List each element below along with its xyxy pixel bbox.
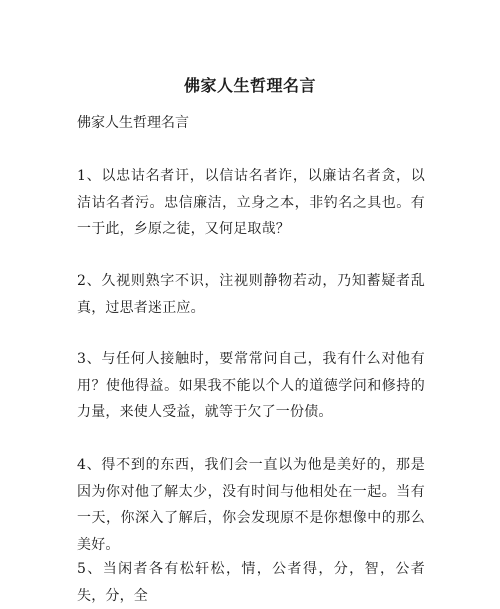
quote-paragraph-5: 5、当闲者各有松轩松，情，公者得，分，智，公者失，分，全 [77,561,425,604]
quote-paragraph-1: 1、以忠诂名者讦，以信诂名者诈，以廉诂名者贪，以洁诂名者污。忠信廉洁，立身之本，非钓名之具也。有一于此，乡原之徒，又何足取哉？ [77,168,425,237]
quote-paragraph-3: 3、与任何人接触时，要常常问自己，我有什么对他有用？使他得益。如果我不能以个人的道德学问和修持的力量，来使人受益，就等于欠了一份债。 [77,351,425,420]
document-subtitle: 佛家人生哲理名言 [77,115,189,131]
quote-paragraph-4: 4、得不到的东西，我们会一直以为他是美好的，那是因为你对他了解太少，没有时间与他相处在一起。当有一天，你深入了解后，你会发现原不是你想像中的那么美好。 [77,457,425,553]
document-title: 佛家人生哲理名言 [183,76,316,95]
quote-paragraph-2: 2、久视则熟字不识，注视则静物若动，乃知蓄疑者乱真，过思者迷正应。 [77,273,425,316]
